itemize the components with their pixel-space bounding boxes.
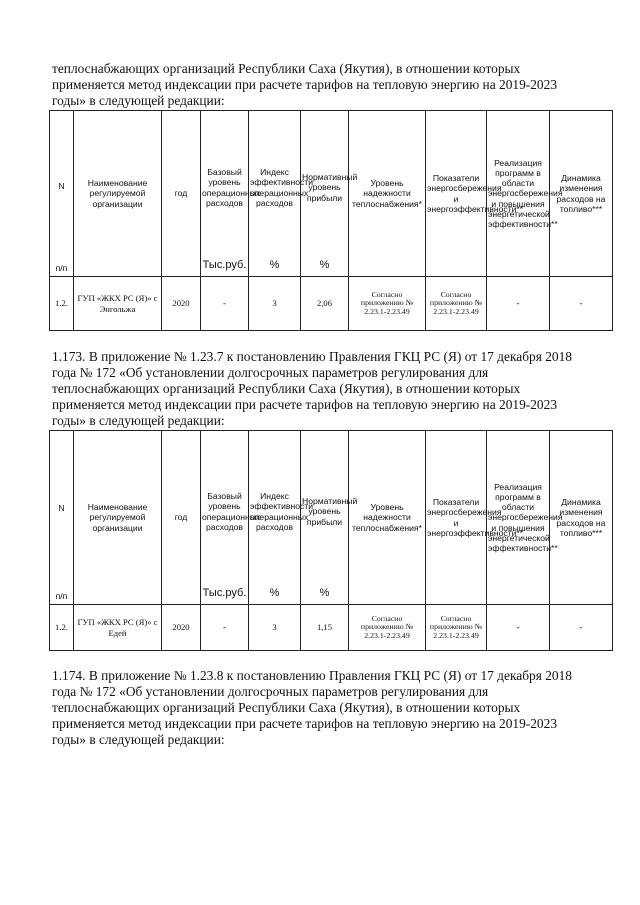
norm-label: Нормативный уровень прибыли <box>302 172 358 203</box>
para-line: 1.174. В приложение № 1.23.8 к постановлению Правления ГКЦ РС (Я) от 17 декабря 2018 <box>52 668 572 683</box>
intro-line: теплоснабжающих организаций Республики Саха (Якутия), в отношении которых <box>52 61 521 76</box>
base-unit: Тыс.руб. <box>202 259 247 271</box>
para-line: применяется метод индексации при расчете тарифов на тепловую энергию на 2019-2023 <box>52 716 558 731</box>
col-n <box>50 111 74 277</box>
col-programs: Реализация программ в области энергосбережения и повышения энергетической эффективности** <box>487 431 550 605</box>
row-num: 1.2. <box>50 605 74 651</box>
base-label: Базовый уровень операционных расходов <box>202 167 261 208</box>
row-org: ГУП «ЖКХ РС (Я)» с Энгольжа <box>74 277 162 331</box>
row-index: 3 <box>249 605 301 651</box>
para-line: года № 172 «Об установлении долгосрочных параметров регулирования для <box>52 684 489 699</box>
row-dynamics: - <box>550 277 613 331</box>
table-2 <box>49 430 613 651</box>
col-index <box>249 111 314 277</box>
col-reliability: Уровень надежности теплоснабжения* <box>349 111 426 277</box>
norm-label: Нормативный уровень прибыли <box>302 496 358 527</box>
para-line: года № 172 «Об установлении долгосрочных параметров регулирования для <box>52 365 489 380</box>
para-line: годы» в следующей редакции: <box>52 732 225 747</box>
para-line: 1.173. В приложение № 1.23.7 к постановлению Правления ГКЦ РС (Я) от 17 декабря 2018 <box>52 349 572 364</box>
norm-unit: % <box>319 259 330 271</box>
paragraph-1-174 <box>52 668 612 748</box>
col-n <box>50 431 74 605</box>
n-label: N <box>58 503 65 513</box>
row-energy: Согласно приложению № 2.23.1-2.23.49 <box>426 605 487 651</box>
intro-line: годы» в следующей редакции: <box>52 93 225 108</box>
col-name: Наименование регулируемой организации <box>74 431 162 605</box>
paragraph-1-173 <box>52 349 612 429</box>
col-norm <box>301 431 358 605</box>
row-index: 3 <box>249 277 301 331</box>
col-energy: Показатели энергосбережения и энергоэффективности** <box>426 431 487 605</box>
table-1 <box>49 110 613 331</box>
para-line: теплоснабжающих организаций Республики Саха (Якутия), в отношении которых <box>52 381 521 396</box>
table-row <box>50 605 613 651</box>
row-energy: Согласно приложению № 2.23.1-2.23.49 <box>426 277 487 331</box>
col-dynamics: Динамика изменения расходов на топливо*** <box>550 111 613 277</box>
header-row <box>50 111 613 277</box>
row-base: - <box>201 277 249 331</box>
col-reliability: Уровень надежности теплоснабжения* <box>349 431 426 605</box>
header-row <box>50 431 613 605</box>
row-org: ГУП «ЖКХ РС (Я)» с Едей <box>74 605 162 651</box>
index-unit: % <box>269 259 280 271</box>
pp-label: п/п <box>55 262 68 273</box>
intro-line: применяется метод индексации при расчете тарифов на тепловую энергию на 2019-2023 <box>52 77 558 92</box>
row-dynamics: - <box>550 605 613 651</box>
col-index <box>249 431 314 605</box>
row-norm: 1,15 <box>301 605 349 651</box>
index-label: Индекс эффективности операционных расходов <box>250 491 314 532</box>
row-reliability: Согласно приложению № 2.23.1-2.23.49 <box>349 605 426 651</box>
row-programs: - <box>487 277 550 331</box>
col-year: год <box>162 431 201 605</box>
col-base <box>201 431 261 605</box>
para-line: применяется метод индексации при расчете тарифов на тепловую энергию на 2019-2023 <box>52 397 558 412</box>
col-programs: Реализация программ в области энергосбережения и повышения энергетической эффективности** <box>487 111 550 277</box>
row-num: 1.2. <box>50 277 74 331</box>
para-line: теплоснабжающих организаций Республики Саха (Якутия), в отношении которых <box>52 700 521 715</box>
row-norm: 2,06 <box>301 277 349 331</box>
intro-paragraph <box>52 61 612 109</box>
index-unit: % <box>269 587 280 599</box>
col-dynamics: Динамика изменения расходов на топливо*** <box>550 431 613 605</box>
base-unit: Тыс.руб. <box>202 587 247 599</box>
index-label: Индекс эффективности операционных расходов <box>250 167 314 208</box>
col-base <box>201 111 261 277</box>
row-base: - <box>201 605 249 651</box>
row-programs: - <box>487 605 550 651</box>
para-line: годы» в следующей редакции: <box>52 413 225 428</box>
col-energy: Показатели энергосбережения и энергоэффективности** <box>426 111 487 277</box>
col-year: год <box>162 111 201 277</box>
pp-label: п/п <box>55 590 68 601</box>
norm-unit: % <box>319 587 330 599</box>
table-row <box>50 277 613 331</box>
row-year: 2020 <box>162 605 201 651</box>
col-norm <box>301 111 358 277</box>
row-year: 2020 <box>162 277 201 331</box>
col-name: Наименование регулируемой организации <box>74 111 162 277</box>
n-label: N <box>58 181 65 191</box>
base-label: Базовый уровень операционных расходов <box>202 491 261 532</box>
row-reliability: Согласно приложению № 2.23.1-2.23.49 <box>349 277 426 331</box>
